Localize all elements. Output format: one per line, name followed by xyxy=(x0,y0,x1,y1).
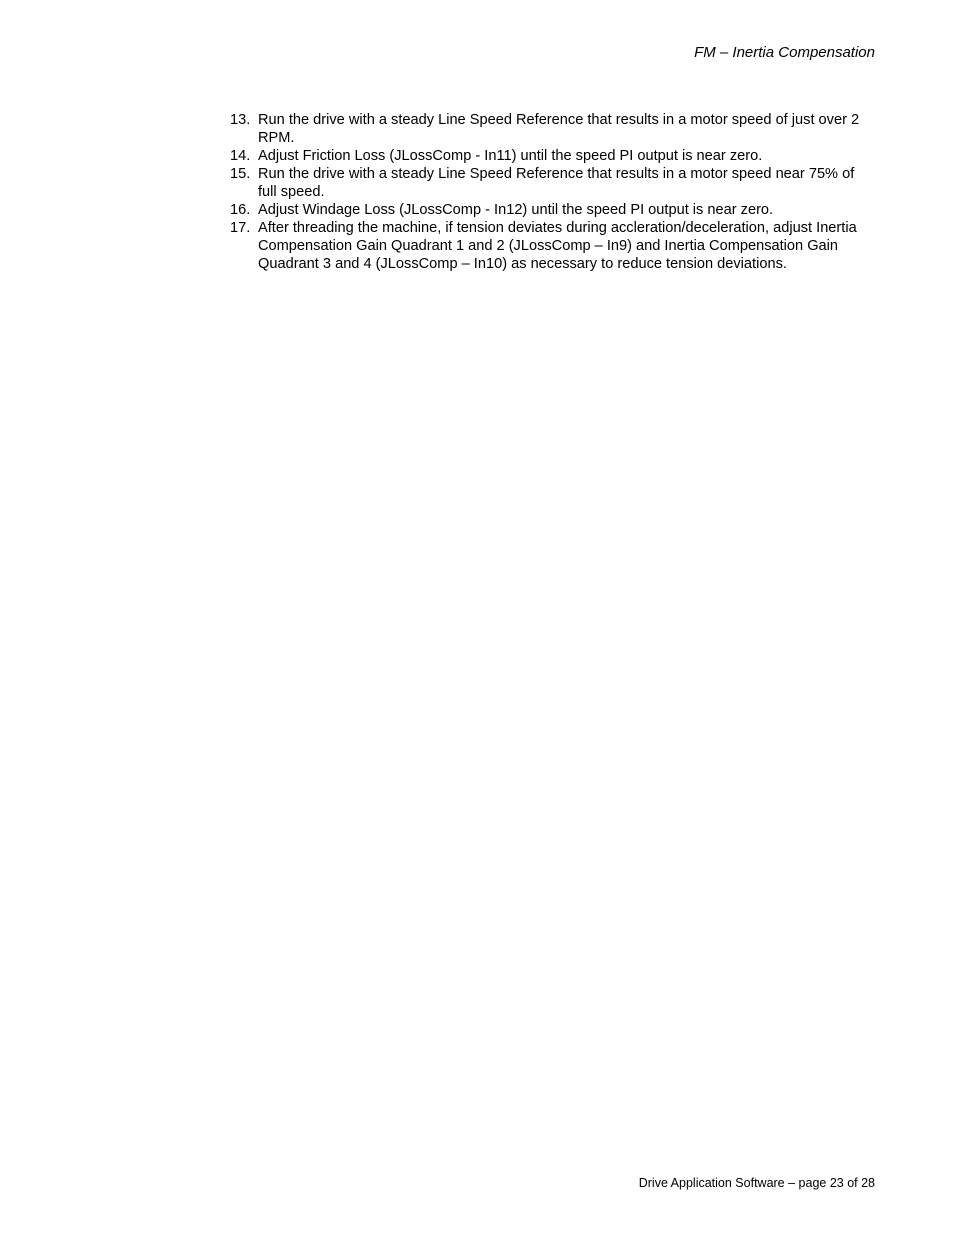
step-14 xyxy=(225,147,861,165)
step-text: Adjust Windage Loss (JLossComp - In12) until the speed PI output is near zero. xyxy=(258,202,774,218)
procedure-steps-list xyxy=(225,111,861,273)
step-number: 14. xyxy=(230,148,251,164)
step-17 xyxy=(225,219,861,273)
step-15 xyxy=(225,165,861,201)
step-16 xyxy=(225,201,861,219)
step-13 xyxy=(225,111,861,147)
step-number: 16. xyxy=(230,202,251,218)
step-text: Run the drive with a steady Line Speed Reference that results in a motor speed of just over 2 RPM. xyxy=(258,112,860,146)
step-text: Run the drive with a steady Line Speed Reference that results in a motor speed near 75% of full speed. xyxy=(258,166,855,200)
page-header: FM – Inertia Compensation xyxy=(694,44,875,61)
step-text: Adjust Friction Loss (JLossComp - In11) until the speed PI output is near zero. xyxy=(258,148,763,164)
step-number: 13. xyxy=(230,112,251,128)
step-number: 17. xyxy=(230,220,251,236)
step-text: After threading the machine, if tension deviates during accleration/deceleration, adjust Inertia Compensation Gain Quadrant 1 and 2 (JLossComp – In9) and Inertia Compensation Gain Quadrant 3 and 4 (JLossComp – In10) as necessary to reduce tension deviations. xyxy=(258,220,857,272)
page-footer: Drive Application Software – page 23 of 28 xyxy=(638,1176,875,1190)
step-number: 15. xyxy=(230,166,251,182)
